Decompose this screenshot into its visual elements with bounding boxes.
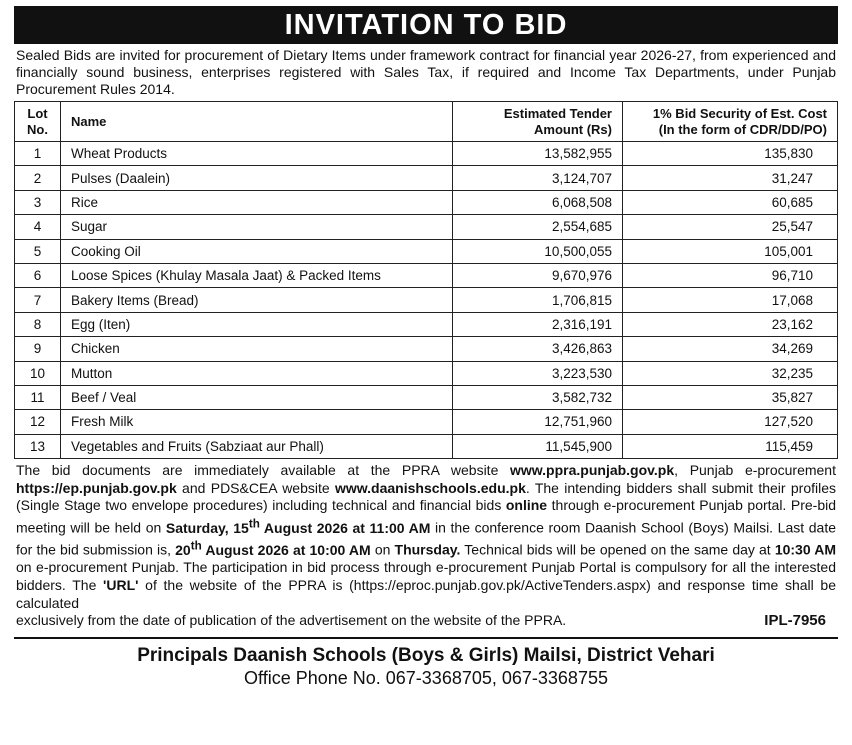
table-row [15,239,838,263]
ppra-website-link[interactable]: www.ppra.punjab.gov.pk [510,462,675,479]
security-cell: 23,162 [623,312,838,336]
name-cell: Sugar [61,215,453,239]
name-header: Name [61,102,453,142]
page-title: INVITATION TO BID [14,6,838,44]
amount-cell: 3,223,530 [453,361,623,385]
lot-cell: 2 [15,166,61,190]
table-row [15,434,838,458]
office-phone: Office Phone No. 067-3368705, 067-3368755 [244,668,608,689]
security-cell: 17,068 [623,288,838,312]
name-cell: Egg (Iten) [61,312,453,336]
daanish-website-link[interactable]: www.daanishschools.edu.pk [335,479,526,496]
name-cell: Beef / Veal [61,385,453,409]
lot-cell: 5 [15,239,61,263]
submission-date: 20th August 2026 at 10:00 AM [175,539,371,558]
lot-cell: 11 [15,385,61,409]
reference-code: IPL-7956 [764,612,826,630]
name-cell: Vegetables and Fruits (Sabziaat aur Phall) [61,434,453,458]
table-row [15,385,838,409]
name-cell: Chicken [61,337,453,361]
amount-cell: 12,751,960 [453,410,623,434]
table-row [15,312,838,336]
name-cell: Pulses (Daalein) [61,166,453,190]
security-cell: 25,547 [623,215,838,239]
ep-punjab-link[interactable]: https://ep.punjab.gov.pk [16,479,177,496]
name-cell: Rice [61,190,453,214]
notice-last-line: exclusively from the date of publication of the advertisement on the website of the PPRA. [16,612,567,629]
bids-table [14,101,838,459]
name-cell: Loose Spices (Khulay Masala Jaat) & Packed Items [61,263,453,287]
amount-cell: 3,582,732 [453,385,623,409]
amount-cell: 6,068,508 [453,190,623,214]
lot-header: Lot No. [15,102,61,142]
lot-cell: 1 [15,142,61,166]
amount-cell: 9,670,976 [453,263,623,287]
amount-cell: 3,124,707 [453,166,623,190]
notice-paragraph: The bid documents are immediately available at the PPRA website www.ppra.punjab.gov.pk, Punjab e-procurement https://ep.punjab.gov.pk and PDS&CEA website www.daanishschools.edu.pk. The intending bidders shall submit their profiles (Single Stage two envelope procedures) including technical and financial bids online through e-procurement Punjab portal. Pre-bid meeting will be held on Saturday, 15th August 2026 at 11:00 AM in the conference room Daanish School (Boys) Mailsi. Last date for the bid submission is, 20th August 2026 at 10:00 AM on Thursday. Technical bids will be opened on the same day at 10:30 AM on e-procurement Punjab. The participation in bid process through e-procurement Punjab Portal is compulsory for all the interested bidders. The 'URL' of the website of the PPRA is (https://eproc.punjab.gov.pk/ActiveTenders.aspx) and response time shall be calculated [16,462,837,611]
security-header: 1% Bid Security of Est. Cost (In the form of CDR/DD/PO) [623,102,838,142]
security-cell: 135,830 [623,142,838,166]
amount-cell: 10,500,055 [453,239,623,263]
lot-cell: 10 [15,361,61,385]
table-row [15,410,838,434]
prebid-date: Saturday, 15th August 2026 at 11:00 AM [165,516,431,536]
amount-cell: 13,582,955 [453,142,623,166]
lot-cell: 7 [15,288,61,312]
table-row [15,142,838,166]
amount-header: Estimated Tender Amount (Rs) [453,102,623,142]
amount-cell: 3,426,863 [453,337,623,361]
name-cell: Wheat Products [61,142,453,166]
table-row [15,288,838,312]
table-row [15,361,838,385]
lot-cell: 8 [15,312,61,336]
name-cell: Mutton [61,361,453,385]
table-header-row [15,102,838,142]
table-row [15,215,838,239]
footer [14,637,838,689]
table-row [15,263,838,287]
name-cell: Bakery Items (Bread) [61,288,453,312]
table-row [15,190,838,214]
amount-cell: 2,316,191 [453,312,623,336]
security-cell: 96,710 [623,263,838,287]
security-cell: 31,247 [623,166,838,190]
name-cell: Fresh Milk [61,410,453,434]
lot-cell: 3 [15,190,61,214]
lot-cell: 12 [15,410,61,434]
organization-name: Principals Daanish Schools (Boys & Girls) Mailsi, District Vehari [137,645,715,667]
security-cell: 60,685 [623,190,838,214]
lot-cell: 13 [15,434,61,458]
security-cell: 105,001 [623,239,838,263]
security-cell: 35,827 [623,385,838,409]
lot-cell: 6 [15,263,61,287]
name-cell: Cooking Oil [61,239,453,263]
security-cell: 115,459 [623,434,838,458]
amount-cell: 11,545,900 [453,434,623,458]
security-cell: 34,269 [623,337,838,361]
table-row [15,337,838,361]
amount-cell: 2,554,685 [453,215,623,239]
intro-paragraph: Sealed Bids are invited for procurement of Dietary Items under framework contract for financial year 2026-27, from experienced and financially sound business, enterprises registered with Sales Tax, if required and Income Tax Departments, under Punjab Procurement Rules 2014. [16,47,836,97]
amount-cell: 1,706,815 [453,288,623,312]
lot-cell: 4 [15,215,61,239]
security-cell: 127,520 [623,410,838,434]
security-cell: 32,235 [623,361,838,385]
lot-cell: 9 [15,337,61,361]
table-row [15,166,838,190]
